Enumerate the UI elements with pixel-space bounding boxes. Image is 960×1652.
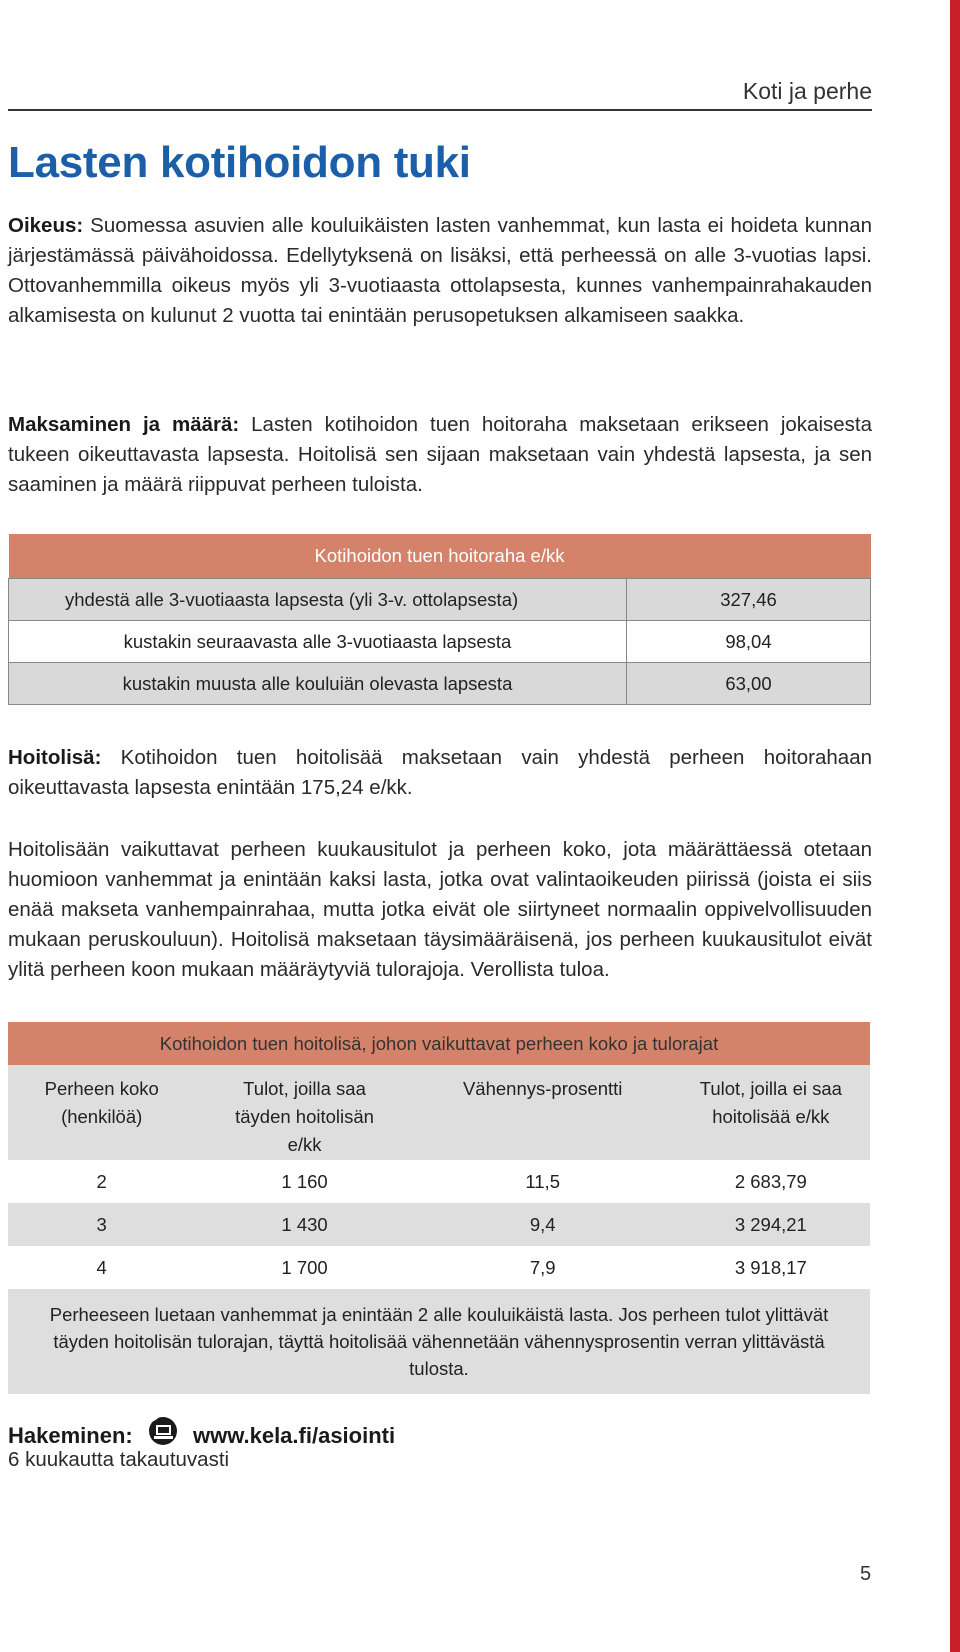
full-supplement-income-cell: 1 160 [281, 1170, 328, 1192]
table-row [8, 1246, 870, 1289]
rights-text: Suomessa asuvien alle kouluikäisten lasten vanhemmat, kun lasta ei hoideta kunnan järjestämässä päivähoidossa. Edellytyksenä on lisäksi, että perheessä on alle 3-vuotias lapsi. Ottovanhemmilla oikeus myös yli 3-vuotiaasta ottolapsesta, kunnes vanhempainrahakauden alkamisesta on kulunut 2 vuotta tai enintään perusopetuksen alkamiseen saakka. [8, 214, 872, 327]
allowance-row-value: 327,46 [627, 579, 871, 621]
reduction-percent-cell: 11,5 [525, 1170, 560, 1192]
family-size-cell: 2 [96, 1170, 107, 1192]
payment-label: Maksaminen ja määrä: [8, 413, 240, 436]
table-row [9, 579, 871, 621]
allowance-table [8, 534, 871, 705]
full-supplement-income-cell: 1 700 [281, 1256, 328, 1278]
allowance-row-value: 63,00 [627, 663, 871, 705]
application-label: Hakeminen: [8, 1422, 133, 1448]
rights-label: Oikeus: [8, 214, 84, 237]
income-table-caption: Kotihoidon tuen hoitolisä, johon vaikuttavat perheen koko ja tulorajat [8, 1022, 870, 1065]
computer-icon [147, 1416, 179, 1452]
column-header-no-supplement-income: Tulot, joilla ei saa hoitolisää e/kk [672, 1065, 870, 1160]
payment-text: Lasten kotihoidon tuen hoitoraha maksetaan erikseen jokaisesta tukeen oikeuttavasta lapsesta. Hoitolisä sen sijaan maksetaan vain yhdestä lapsesta, ja sen saaminen ja määrä riippuvat perheen tuloista. [8, 413, 872, 496]
column-header-reduction-percent: Vähennys-prosentti [414, 1065, 672, 1160]
income-table-note: Perheeseen luetaan vanhemmat ja enintään 2 alle kouluikäistä lasta. Jos perheen tulot ylittävät täyden hoitolisän tulorajan, täyttä hoitolisää vähennetään vähennysprosentin verran ylittävästä tulosta. [8, 1289, 870, 1394]
rights-paragraph [8, 211, 872, 331]
allowance-row-label: yhdestä alle 3-vuotiaasta lapsesta (yli 3-v. ottolapsesta) [9, 579, 627, 621]
income-table-header-row [8, 1065, 870, 1160]
table-row [8, 1203, 870, 1246]
page-number: 5 [860, 1563, 872, 1585]
supplement-paragraph [8, 743, 872, 803]
table-row [9, 663, 871, 705]
income-table-note-row [8, 1289, 870, 1394]
page-title: Lasten kotihoidon tuki [8, 138, 471, 187]
family-size-cell: 3 [8, 1203, 195, 1246]
table-row [9, 621, 871, 663]
payment-paragraph [8, 410, 872, 500]
reduction-percent-cell: 7,9 [529, 1256, 556, 1278]
supplement-details-paragraph: Hoitolisään vaikuttavat perheen kuukausitulot ja perheen koko, jota määrättäessä otetaan huomioon vanhemmat ja enintään kaksi lasta, jotka ovat valintaoikeuden piirissä (joista ei siis enää makseta vanhempainrahaa, mutta jotka eivät ole siirtyneet normaalin oppivelvollisuuden mukaan peruskouluun). Hoitolisä maksetaan täysimääräisenä, jos perheen kuukausitulot eivät ylitä perheen koon mukaan määräytyviä tulorajoja. Verollista tuloa. [8, 838, 872, 981]
allowance-row-value: 98,04 [627, 621, 871, 663]
reduction-percent-cell: 9,4 [414, 1203, 672, 1246]
section-label: Koti ja perhe [742, 78, 872, 104]
supplement-text: Kotihoidon tuen hoitolisää maksetaan vain yhdestä perheen hoitorahaan oikeuttavasta lapsesta enintään 175,24 e/kk. [8, 746, 872, 799]
table-row [8, 1160, 870, 1203]
header-divider [8, 109, 872, 111]
asiointi-link[interactable]: www.kela.fi/asiointi [192, 1422, 396, 1448]
edge-accent-bar [950, 0, 960, 1652]
retroactive-note: 6 kuukautta takautuvasti [8, 1448, 230, 1471]
full-supplement-income-cell: 1 430 [195, 1203, 413, 1246]
supplement-label: Hoitolisä: [8, 746, 102, 769]
family-size-cell: 4 [96, 1256, 107, 1278]
no-supplement-income-cell: 3 918,17 [734, 1256, 807, 1278]
column-header-full-supplement-income: Tulot, joilla saa täyden hoitolisän e/kk [195, 1065, 413, 1160]
column-header-family-size: Perheen koko (henkilöä) [8, 1065, 195, 1160]
income-limits-table [8, 1022, 870, 1394]
no-supplement-income-cell: 2 683,79 [734, 1170, 807, 1192]
allowance-row-label: kustakin muusta alle kouluiän olevasta lapsesta [9, 663, 627, 705]
allowance-row-label: kustakin seuraavasta alle 3-vuotiaasta lapsesta [9, 621, 627, 663]
allowance-table-caption: Kotihoidon tuen hoitoraha e/kk [9, 534, 871, 579]
no-supplement-income-cell: 3 294,21 [672, 1203, 870, 1246]
